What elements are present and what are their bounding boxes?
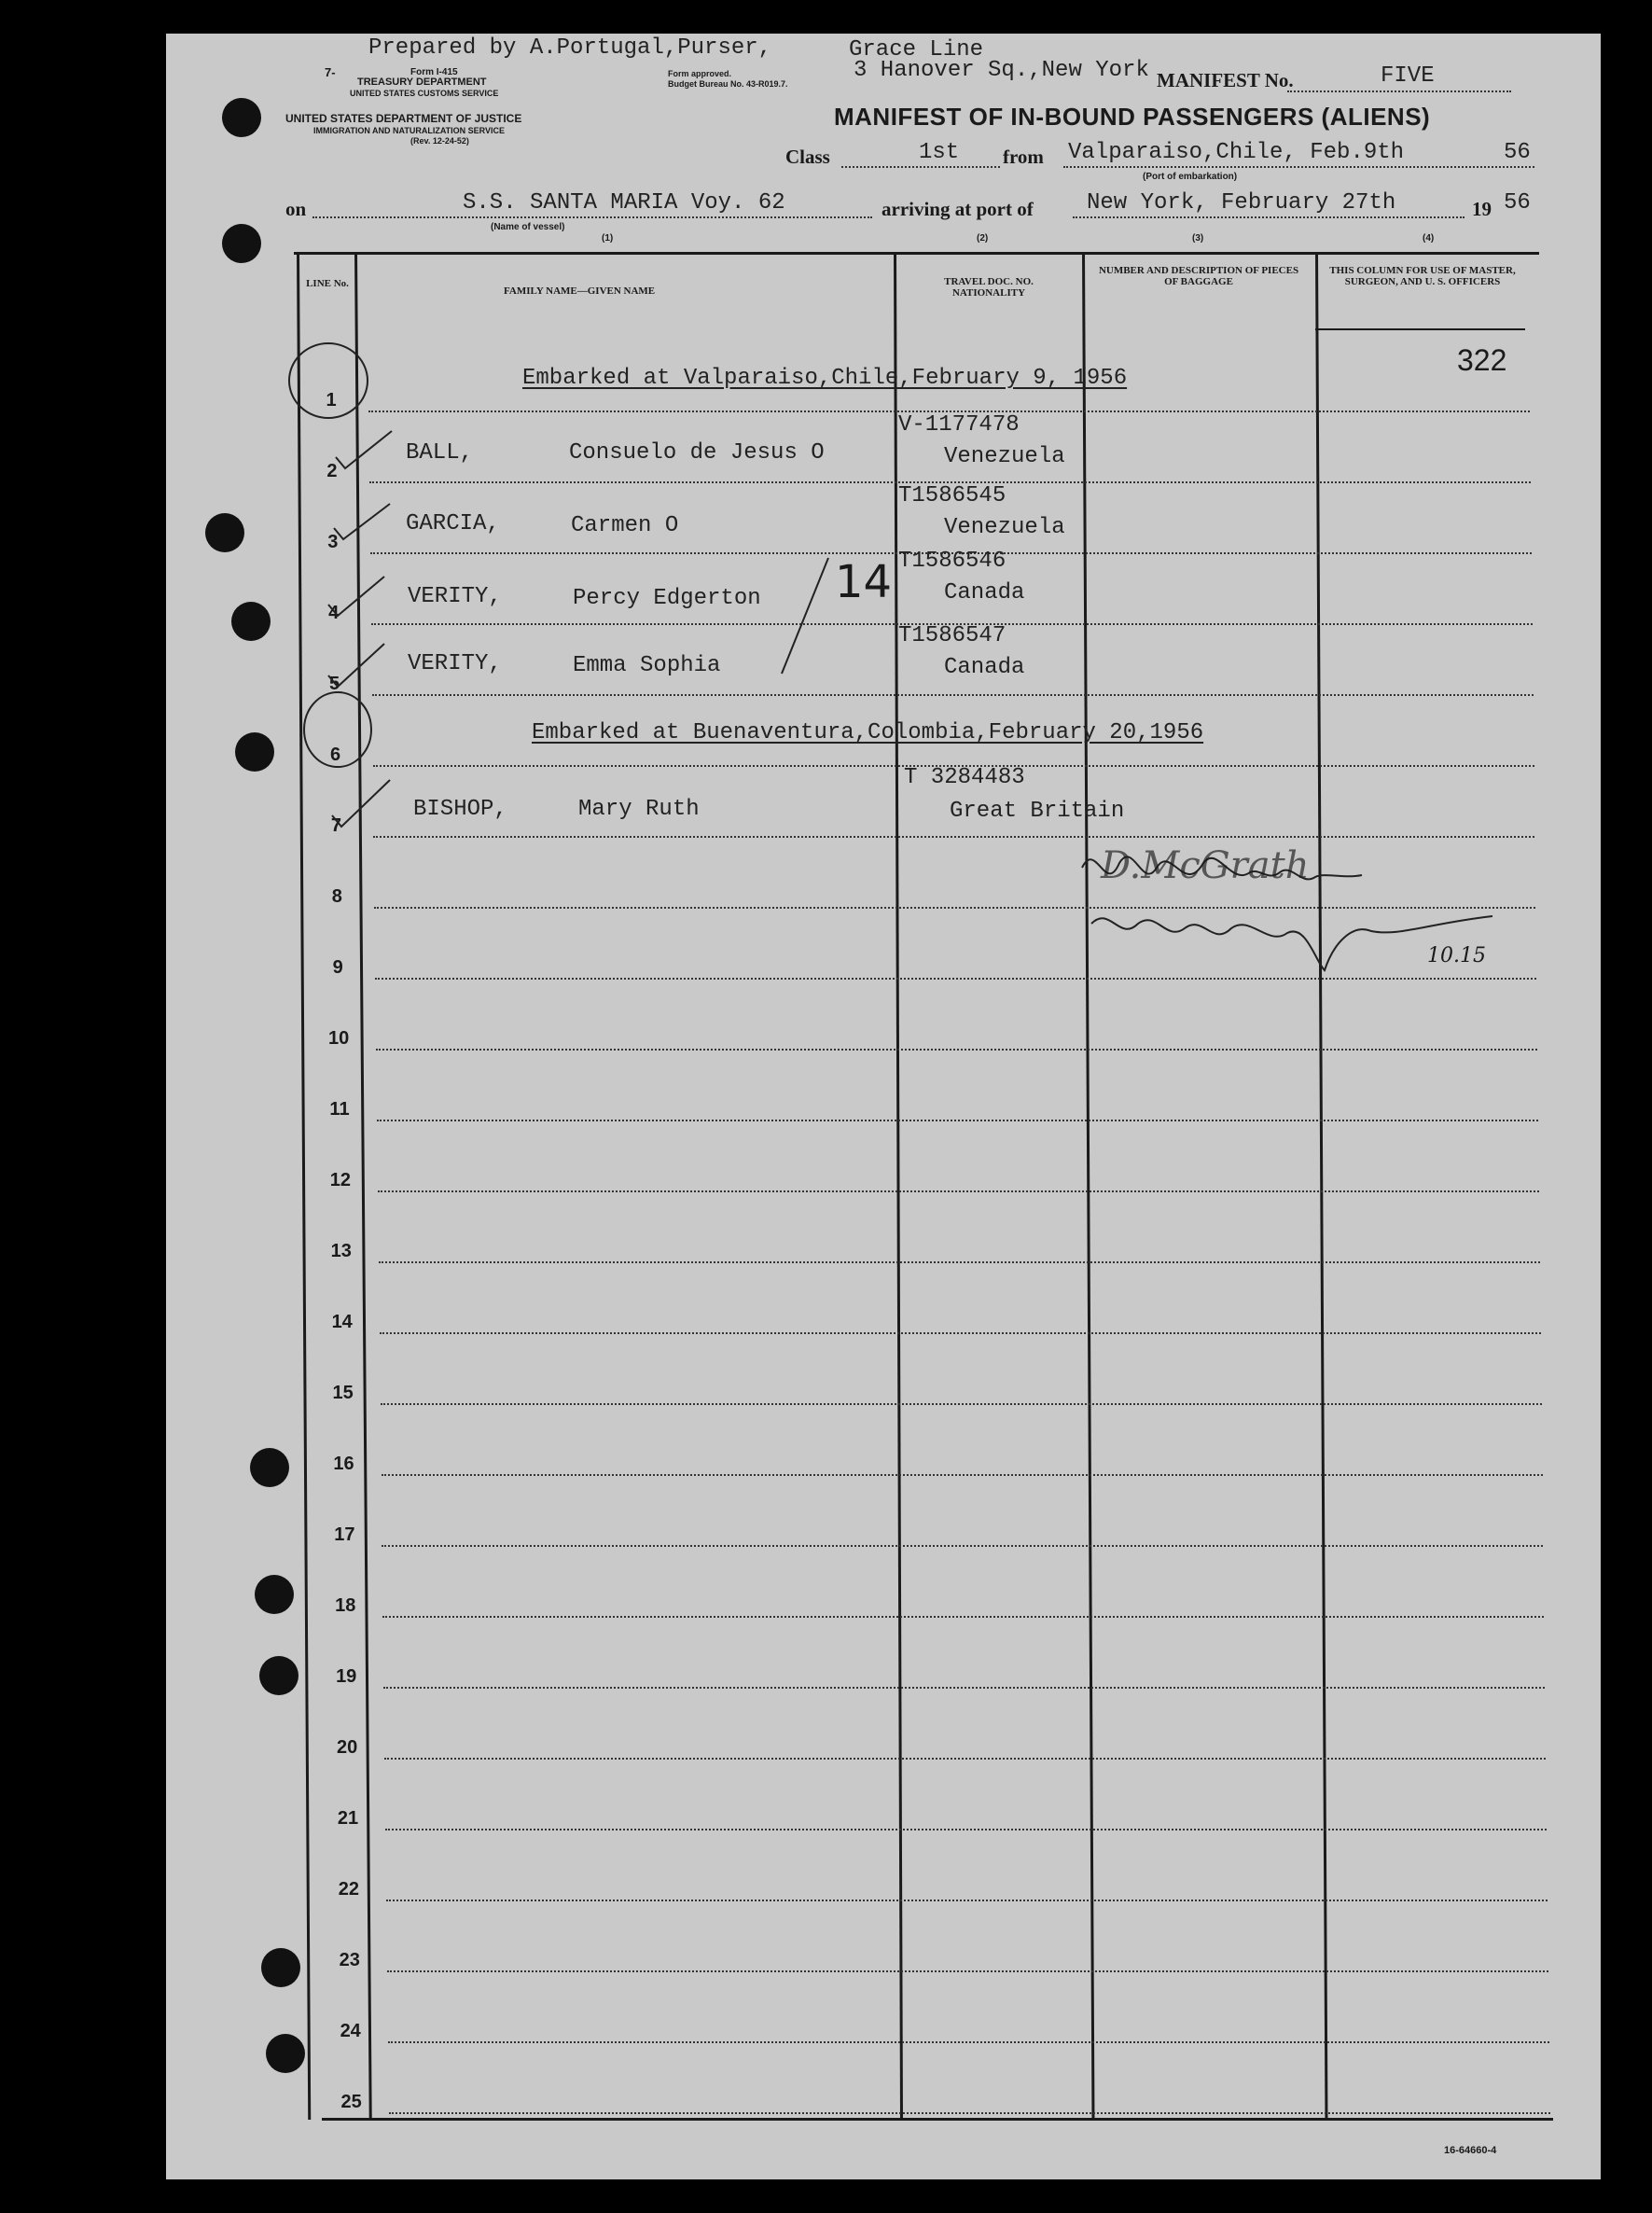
row-rule [384, 1758, 1546, 1760]
from-label: from [1003, 146, 1044, 168]
travel-doc: V-1177478 [898, 412, 1020, 438]
form-mark: 7- [325, 65, 336, 79]
nationality: Canada [944, 580, 1025, 605]
year-prefix: 19 [1472, 198, 1492, 220]
row-rule [379, 1261, 1540, 1263]
nationality: Venezuela [944, 515, 1065, 540]
company-address: 3 Hanover Sq.,New York [854, 58, 1149, 83]
header-line-no: LINE No. [306, 278, 349, 289]
line-number: 12 [329, 1170, 352, 1190]
travel-doc: T1586545 [898, 483, 1006, 508]
travel-doc: T1586546 [898, 549, 1006, 574]
family-name: VERITY, [408, 651, 502, 676]
manifest-page [166, 34, 1601, 2179]
line-number: 17 [334, 1524, 355, 1545]
row-rule [376, 1049, 1537, 1051]
row-rule [373, 836, 1534, 838]
form-revision: (Rev. 12-24-52) [410, 136, 469, 146]
arriving-label: arriving at port of [882, 198, 1034, 220]
row-rule [382, 1616, 1544, 1618]
family-name: VERITY, [408, 584, 502, 609]
manifest-title: MANIFEST OF IN-BOUND PASSENGERS (ALIENS) [834, 103, 1431, 131]
given-name: Consuelo de Jesus O [569, 440, 825, 466]
row-rule [389, 2112, 1550, 2114]
from-year: 56 [1504, 140, 1531, 165]
punch-hole [261, 1948, 300, 1987]
given-name: Emma Sophia [573, 653, 721, 678]
nationality: Venezuela [944, 444, 1065, 469]
customs-service: UNITED STATES CUSTOMS SERVICE [350, 89, 499, 98]
row-rule [378, 1190, 1539, 1192]
row-rule [372, 694, 1534, 696]
line-number: 16 [333, 1454, 354, 1474]
punch-hole [222, 224, 261, 263]
given-name: Percy Edgerton [573, 586, 761, 611]
manifest-no-dots [1287, 90, 1511, 92]
family-name: GARCIA, [406, 511, 500, 536]
row-rule [385, 1829, 1547, 1830]
manifest-no-label: MANIFEST No. [1157, 69, 1294, 91]
travel-doc: T1586547 [898, 623, 1006, 648]
col-num-3: (3) [1192, 233, 1204, 244]
header-name: FAMILY NAME—GIVEN NAME [504, 285, 656, 297]
signature-note: 10.15 [1427, 944, 1486, 967]
punch-hole [231, 602, 271, 641]
line-number: 19 [336, 1666, 357, 1687]
embark-note-buenaventura: Embarked at Buenaventura,Colombia,February 20,1956 [532, 720, 1204, 745]
row-rule [374, 907, 1535, 909]
form-code: 16-64660-4 [1444, 2145, 1497, 2156]
signature-name: D.McGrath [1101, 844, 1310, 887]
nationality: Great Britain [950, 799, 1125, 824]
page-stamp: 322 [1457, 343, 1507, 377]
line-number: 5 [329, 674, 340, 694]
punch-hole [250, 1448, 289, 1487]
vessel-name: S.S. SANTA MARIA Voy. 62 [463, 190, 785, 216]
given-name: Carmen O [571, 513, 679, 538]
row-rule [375, 978, 1536, 980]
col-num-2: (2) [977, 233, 989, 244]
budget-bureau: Budget Bureau No. 43-R019.7. [668, 79, 788, 89]
ins-service: IMMIGRATION AND NATURALIZATION SERVICE [313, 126, 505, 135]
row-rule [388, 2041, 1549, 2043]
company-name: Grace Line [849, 37, 984, 63]
line-number: 6 [329, 745, 341, 765]
line-number: 14 [331, 1312, 353, 1332]
row-rule [380, 1332, 1541, 1334]
class-value: 1st [919, 140, 960, 165]
line-number: 23 [339, 1950, 360, 1970]
form-number: Form I-415 [410, 67, 458, 77]
punch-hole [255, 1575, 294, 1614]
given-name: Mary Ruth [578, 797, 700, 822]
col-num-4: (4) [1423, 233, 1435, 244]
punch-hole [235, 732, 274, 772]
row-rule [386, 1900, 1548, 1901]
table-bottom-rule [322, 2118, 1553, 2121]
line-number: 15 [332, 1383, 354, 1403]
row-rule [377, 1120, 1538, 1121]
punch-hole [266, 2034, 305, 2073]
line-number: 20 [336, 1737, 358, 1758]
family-name: BALL, [406, 440, 474, 466]
punch-hole [205, 513, 244, 552]
line-number: 9 [332, 957, 343, 978]
vessel-caption: (Name of vessel) [491, 222, 565, 232]
punch-hole [259, 1656, 298, 1695]
header-travel-doc: TRAVEL DOC. NO. NATIONALITY [944, 276, 1034, 299]
line-number: 25 [340, 2092, 362, 2112]
handwritten-fourteen: 14 [835, 556, 893, 608]
header-officers: THIS COLUMN FOR USE OF MASTER, SURGEON, AND U. S. OFFICERS [1329, 265, 1516, 287]
from-dots [1063, 166, 1534, 168]
line-number: 22 [338, 1879, 360, 1900]
class-dots [841, 166, 1000, 168]
line-number: 11 [329, 1099, 350, 1120]
from-value: Valparaiso,Chile, Feb.9th [1068, 140, 1405, 165]
line-number: 3 [327, 532, 339, 552]
justice-dept: UNITED STATES DEPARTMENT OF JUSTICE [285, 112, 522, 125]
form-approved: Form approved. [668, 69, 732, 78]
arrival-dots [1073, 216, 1465, 218]
line-number: 13 [330, 1241, 352, 1261]
line-number: 24 [340, 2021, 361, 2041]
header-baggage: NUMBER AND DESCRIPTION OF PIECES OF BAGGAGE [1098, 265, 1299, 287]
line-number: 10 [327, 1028, 350, 1049]
line-number: 1 [326, 390, 337, 411]
col-num-1: (1) [602, 233, 614, 244]
row-rule [382, 1545, 1543, 1547]
treasury-dept: TREASURY DEPARTMENT [357, 77, 487, 88]
class-label: Class [785, 146, 830, 168]
nationality: Canada [944, 655, 1025, 680]
line-number: 18 [335, 1595, 356, 1616]
manifest-number: FIVE [1381, 63, 1435, 89]
line-number: 4 [328, 603, 340, 623]
line-number: 8 [331, 886, 342, 907]
embark-note-valparaiso: Embarked at Valparaiso,Chile,February 9, 1956 [522, 366, 1128, 391]
port-embark-caption: (Port of embarkation) [1143, 172, 1238, 182]
row-rule [382, 1474, 1543, 1476]
row-rule [381, 1403, 1542, 1405]
punch-hole [222, 98, 261, 137]
header-rule [1315, 328, 1525, 330]
line-number: 7 [330, 815, 341, 836]
family-name: BISHOP, [413, 797, 507, 822]
arrival-port-date: New York, February 27th [1087, 190, 1396, 216]
on-label: on [285, 198, 307, 220]
row-rule [387, 1970, 1548, 1972]
vessel-dots [312, 216, 872, 218]
travel-doc: T 3284483 [904, 765, 1025, 790]
row-rule [383, 1687, 1545, 1689]
arrival-year: 56 [1504, 190, 1531, 216]
preparer-line: Prepared by A.Portugal,Purser, [368, 35, 772, 61]
table-top-rule [294, 252, 1539, 255]
line-number: 21 [337, 1808, 359, 1829]
line-number: 2 [326, 461, 338, 481]
